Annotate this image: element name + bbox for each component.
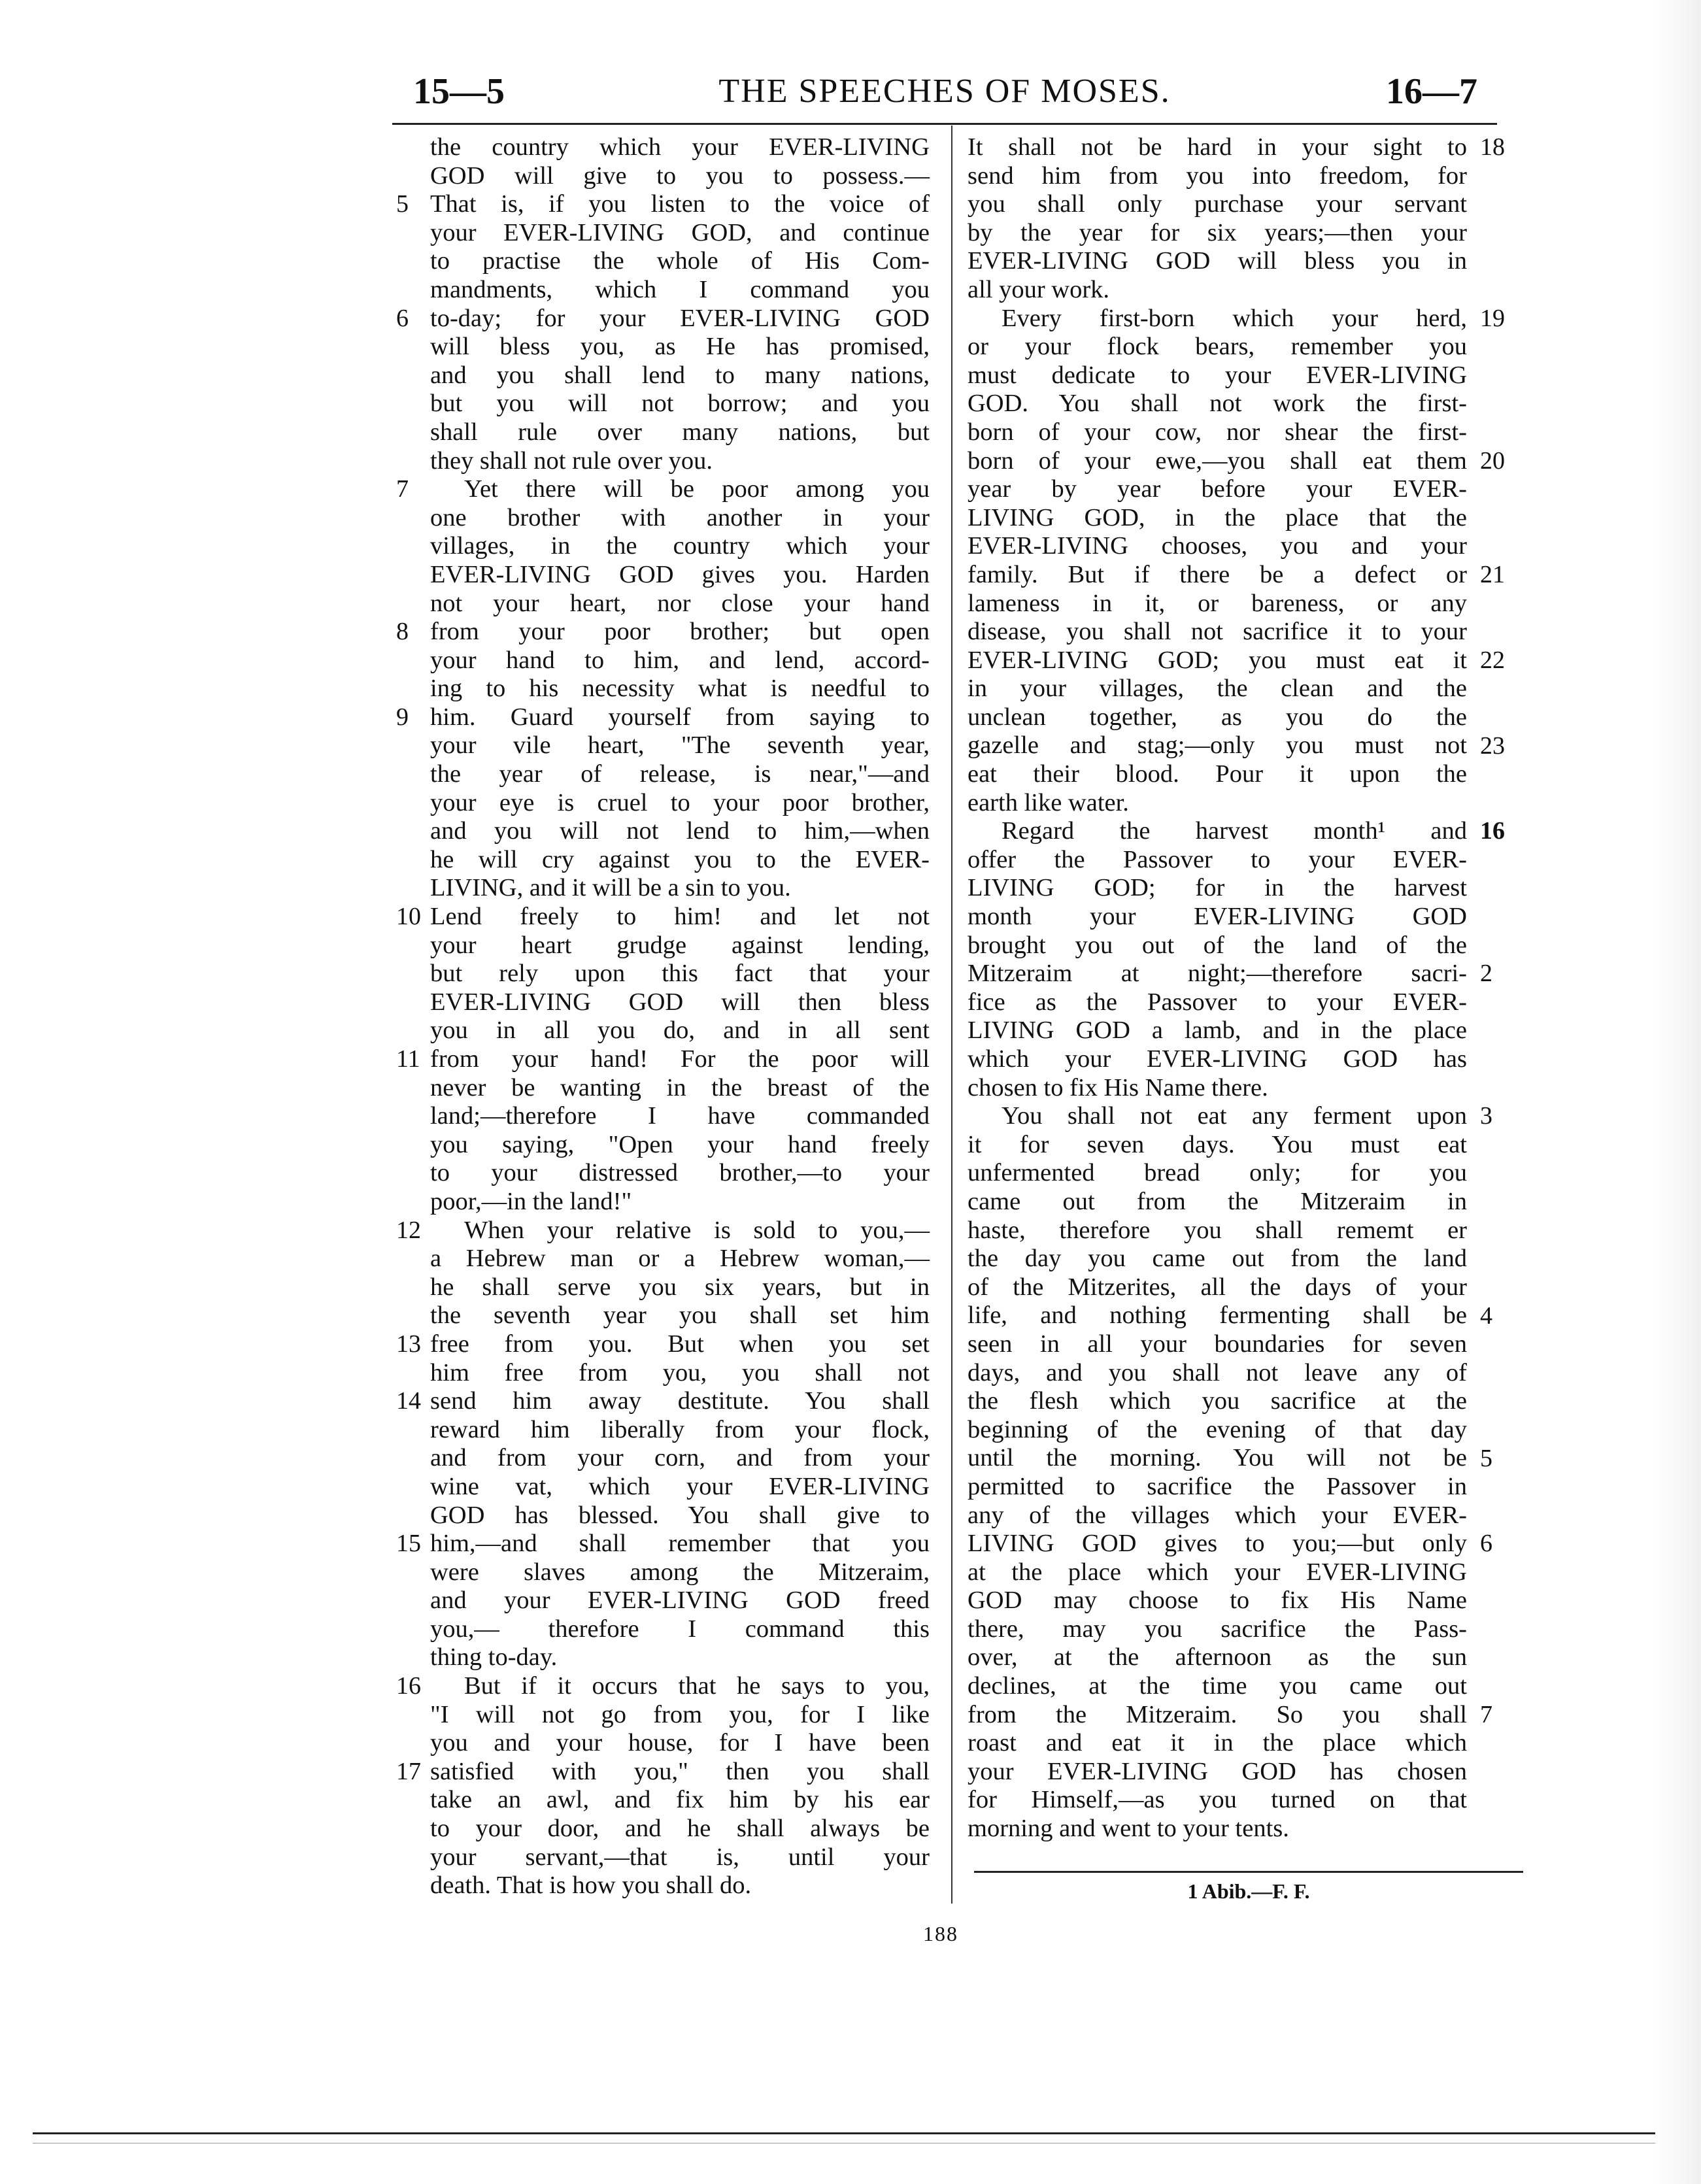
text-line: you and your house, for I have been: [430, 1729, 930, 1757]
verse-number: 18: [1480, 133, 1505, 161]
text-line: month your EVER-LIVING GOD: [968, 903, 1467, 931]
verse-number: 6: [1480, 1530, 1492, 1558]
text-line: GOD has blessed. You shall give to: [430, 1501, 930, 1529]
text-line: That is, if you listen to the voice of: [430, 190, 930, 218]
text-line: thing to-day.: [430, 1643, 558, 1672]
text-line: born of your ewe,—you shall eat them: [968, 446, 1467, 475]
header-rule: [392, 123, 1497, 125]
text-line: land;—therefore I have commanded: [430, 1102, 930, 1130]
text-line: from your poor brother; but open: [430, 618, 930, 646]
text-line: were slaves among the Mitzeraim,: [430, 1558, 930, 1586]
verse-number: 22: [1480, 646, 1505, 674]
text-line: it for seven days. You must eat: [968, 1130, 1467, 1158]
text-line: declines, at the time you came out: [968, 1672, 1467, 1700]
text-line: gazelle and stag;—only you must not: [968, 731, 1467, 760]
text-line: from your hand! For the poor will: [430, 1045, 930, 1073]
text-line: LIVING GOD gives to you;—but only: [968, 1530, 1467, 1558]
text-line: until the morning. You will not be: [968, 1444, 1467, 1472]
text-line: you,— therefore I command this: [430, 1615, 930, 1643]
verse-number: 5: [1480, 1444, 1492, 1472]
verse-number: 7: [1480, 1701, 1492, 1728]
text-line: Mitzeraim at night;—therefore sacri-: [968, 960, 1467, 988]
text-line: GOD will give to you to possess.—: [430, 161, 930, 190]
text-line: But if it occurs that he says to you,: [464, 1672, 930, 1700]
text-line: reward him liberally from your flock,: [430, 1415, 930, 1443]
text-line: the year of release, is near,"—and: [430, 760, 930, 788]
text-line: Every first-born which your herd,: [1002, 304, 1467, 332]
text-line: EVER-LIVING GOD will then bless: [430, 988, 930, 1016]
text-line: and your EVER-LIVING GOD freed: [430, 1587, 930, 1615]
verse-number: 19: [1480, 304, 1505, 332]
text-line: villages, in the country which your: [430, 532, 930, 560]
verse-number: 23: [1480, 731, 1505, 760]
text-line: your heart grudge against lending,: [430, 931, 930, 959]
text-line: Regard the harvest month¹ and: [1002, 817, 1467, 845]
text-line: earth like water.: [968, 788, 1129, 816]
text-line: unclean together, as you do the: [968, 703, 1467, 731]
text-line: the seventh year you shall set him: [430, 1302, 930, 1330]
verse-number: 12: [396, 1216, 421, 1244]
text-line: eat their blood. Pour it upon the: [968, 760, 1467, 788]
right-text-column: [968, 133, 1467, 1843]
text-line: he shall serve you six years, but in: [430, 1273, 930, 1301]
text-line: to your distressed brother,—to your: [430, 1159, 930, 1187]
text-line: take an awl, and fix him by his ear: [430, 1786, 930, 1814]
text-line: lameness in it, or bareness, or any: [968, 589, 1467, 617]
text-line: seen in all your boundaries for seven: [968, 1330, 1467, 1358]
verse-number: 21: [1480, 561, 1505, 588]
verse-number: 3: [1480, 1102, 1492, 1130]
text-line: permitted to sacrifice the Passover in: [968, 1472, 1467, 1500]
text-line: free from you. But when you set: [430, 1330, 930, 1358]
text-line: they shall not rule over you.: [430, 446, 713, 475]
bottom-rule: [33, 2132, 1701, 2134]
text-line: never be wanting in the breast of the: [430, 1073, 930, 1101]
text-line: year by year before your EVER-: [968, 475, 1467, 503]
verse-number: 10: [396, 903, 421, 931]
text-line: one brother with another in your: [430, 503, 930, 531]
verse-number: 14: [396, 1387, 421, 1415]
text-line: which your EVER-LIVING GOD has: [968, 1045, 1467, 1073]
page-edge-shadow: [1655, 0, 1701, 2184]
text-line: morning and went to your tents.: [968, 1815, 1289, 1843]
text-line: wine vat, which your EVER-LIVING: [430, 1472, 930, 1500]
verse-number: 17: [396, 1758, 421, 1786]
text-line: at the place which your EVER-LIVING: [968, 1558, 1467, 1586]
text-line: your eye is cruel to your poor brother,: [430, 788, 930, 816]
text-line: to your door, and he shall always be: [430, 1815, 930, 1843]
text-line: haste, therefore you shall rememt er: [968, 1216, 1467, 1244]
text-line: EVER-LIVING GOD gives you. Harden: [430, 560, 930, 588]
text-line: disease, you shall not sacrifice it to your: [968, 618, 1467, 646]
verse-number: 2: [1480, 960, 1492, 988]
text-line: GOD. You shall not work the first-: [968, 390, 1467, 418]
verse-number: 9: [396, 703, 409, 731]
column-divider: [951, 126, 952, 1904]
text-line: you saying, "Open your hand freely: [430, 1130, 930, 1158]
text-line: brought you out of the land of the: [968, 931, 1467, 959]
text-line: EVER-LIVING GOD; you must eat it: [968, 646, 1467, 674]
text-line: you shall only purchase your servant: [968, 190, 1467, 218]
text-line: EVER-LIVING GOD will bless you in: [968, 247, 1467, 275]
text-line: all your work.: [968, 275, 1110, 303]
text-line: LIVING GOD, in the place that the: [968, 503, 1467, 531]
verse-number: 16: [396, 1672, 421, 1700]
text-line: life, and nothing fermenting shall be: [968, 1302, 1467, 1330]
text-line: death. That is how you shall do.: [430, 1872, 752, 1900]
text-line: you in all you do, and in all sent: [430, 1016, 930, 1045]
text-line: Lend freely to him! and let not: [430, 903, 930, 931]
text-line: a Hebrew man or a Hebrew woman,—: [430, 1245, 930, 1273]
text-line: GOD may choose to fix His Name: [968, 1587, 1467, 1615]
text-line: and from your corn, and from your: [430, 1444, 930, 1472]
text-line: the flesh which you sacrifice at the: [968, 1387, 1467, 1415]
text-line: roast and eat it in the place which: [968, 1729, 1467, 1757]
text-line: from the Mitzeraim. So you shall: [968, 1700, 1467, 1728]
text-line: shall rule over many nations, but: [430, 418, 930, 446]
verse-number: 5: [396, 190, 409, 218]
footnote-rule: [974, 1871, 1523, 1873]
text-line: him free from you, you shall not: [430, 1358, 930, 1386]
text-line: your vile heart, "The seventh year,: [430, 731, 930, 760]
text-line: It shall not be hard in your sight to: [968, 133, 1467, 161]
text-line: came out from the Mitzeraim in: [968, 1187, 1467, 1215]
text-line: and you will not lend to him,—when: [430, 817, 930, 845]
text-line: your EVER-LIVING GOD, and continue: [430, 218, 930, 246]
text-line: Yet there will be poor among you: [464, 475, 930, 503]
text-line: your hand to him, and lend, accord-: [430, 646, 930, 674]
text-line: will bless you, as He has promised,: [430, 333, 930, 361]
page-number: 188: [923, 1922, 958, 1945]
text-line: but you will not borrow; and you: [430, 390, 930, 418]
verse-number: 13: [396, 1330, 421, 1358]
text-line: and you shall lend to many nations,: [430, 361, 930, 389]
text-line: he will cry against you to the EVER-: [430, 845, 930, 873]
header-title: THE SPEECHES OF MOSES.: [718, 73, 1171, 110]
text-line: him. Guard yourself from saying to: [430, 703, 930, 731]
footnote: 1 Abib.—F. F.: [1187, 1879, 1310, 1903]
text-line: EVER-LIVING chooses, you and your: [968, 532, 1467, 560]
text-line: your servant,—that is, until your: [430, 1843, 930, 1871]
text-line: any of the villages which your EVER-: [968, 1501, 1467, 1529]
verse-number: 6: [396, 304, 409, 332]
text-line: LIVING GOD a lamb, and in the place: [968, 1016, 1467, 1045]
verse-number: 7: [396, 475, 409, 503]
text-line: offer the Passover to your EVER-: [968, 845, 1467, 873]
text-line: satisfied with you," then you shall: [430, 1757, 930, 1785]
text-line: not your heart, nor close your hand: [430, 589, 930, 617]
header-chapter-range-right: 16—7: [1386, 71, 1477, 112]
text-line: the day you came out from the land: [968, 1245, 1467, 1273]
text-line: but rely upon this fact that your: [430, 960, 930, 988]
verse-number: 20: [1480, 446, 1505, 475]
verse-number: 4: [1480, 1302, 1492, 1330]
text-line: of the Mitzerites, all the days of your: [968, 1273, 1467, 1301]
text-line: poor,—in the land!": [430, 1187, 632, 1215]
text-line: by the year for six years;—then your: [968, 218, 1467, 246]
text-line: over, at the afternoon as the sun: [968, 1643, 1467, 1672]
header-chapter-range-left: 15—5: [413, 71, 505, 112]
text-line: in your villages, the clean and the: [968, 675, 1467, 703]
text-line: beginning of the evening of that day: [968, 1415, 1467, 1443]
text-line: send him away destitute. You shall: [430, 1387, 930, 1415]
text-line: there, may you sacrifice the Pass-: [968, 1615, 1467, 1643]
text-line: days, and you shall not leave any of: [968, 1358, 1467, 1386]
text-line: the country which your EVER-LIVING: [430, 133, 930, 161]
text-line: must dedicate to your EVER-LIVING: [968, 361, 1467, 389]
verse-number: 8: [396, 618, 409, 646]
text-line: for Himself,—as you turned on that: [968, 1786, 1467, 1814]
text-line: send him from you into freedom, for: [968, 161, 1467, 190]
left-text-column: [430, 133, 930, 1900]
text-line: ing to his necessity what is needful to: [430, 675, 930, 703]
text-line: chosen to fix His Name there.: [968, 1073, 1268, 1101]
text-line: or your flock bears, remember you: [968, 333, 1467, 361]
verse-number: 15: [396, 1530, 421, 1558]
text-line: to practise the whole of His Com-: [430, 247, 930, 275]
text-line: him,—and shall remember that you: [430, 1530, 930, 1558]
text-line: your EVER-LIVING GOD has chosen: [968, 1757, 1467, 1785]
verse-number: 16: [1480, 817, 1505, 845]
text-line: fice as the Passover to your EVER-: [968, 988, 1467, 1016]
text-line: unfermented bread only; for you: [968, 1159, 1467, 1187]
text-line: to-day; for your EVER-LIVING GOD: [430, 304, 930, 332]
verse-number: 11: [396, 1045, 420, 1073]
text-line: When your relative is sold to you,—: [464, 1216, 930, 1244]
running-header: [392, 65, 1497, 118]
text-line: You shall not eat any ferment upon: [1002, 1102, 1467, 1130]
text-line: born of your cow, nor shear the first-: [968, 418, 1467, 446]
text-line: "I will not go from you, for I like: [430, 1700, 930, 1728]
text-line: family. But if there be a defect or: [968, 560, 1467, 588]
text-line: LIVING GOD; for in the harvest: [968, 874, 1467, 902]
text-line: LIVING, and it will be a sin to you.: [430, 874, 791, 902]
text-line: mandments, which I command you: [430, 275, 930, 303]
